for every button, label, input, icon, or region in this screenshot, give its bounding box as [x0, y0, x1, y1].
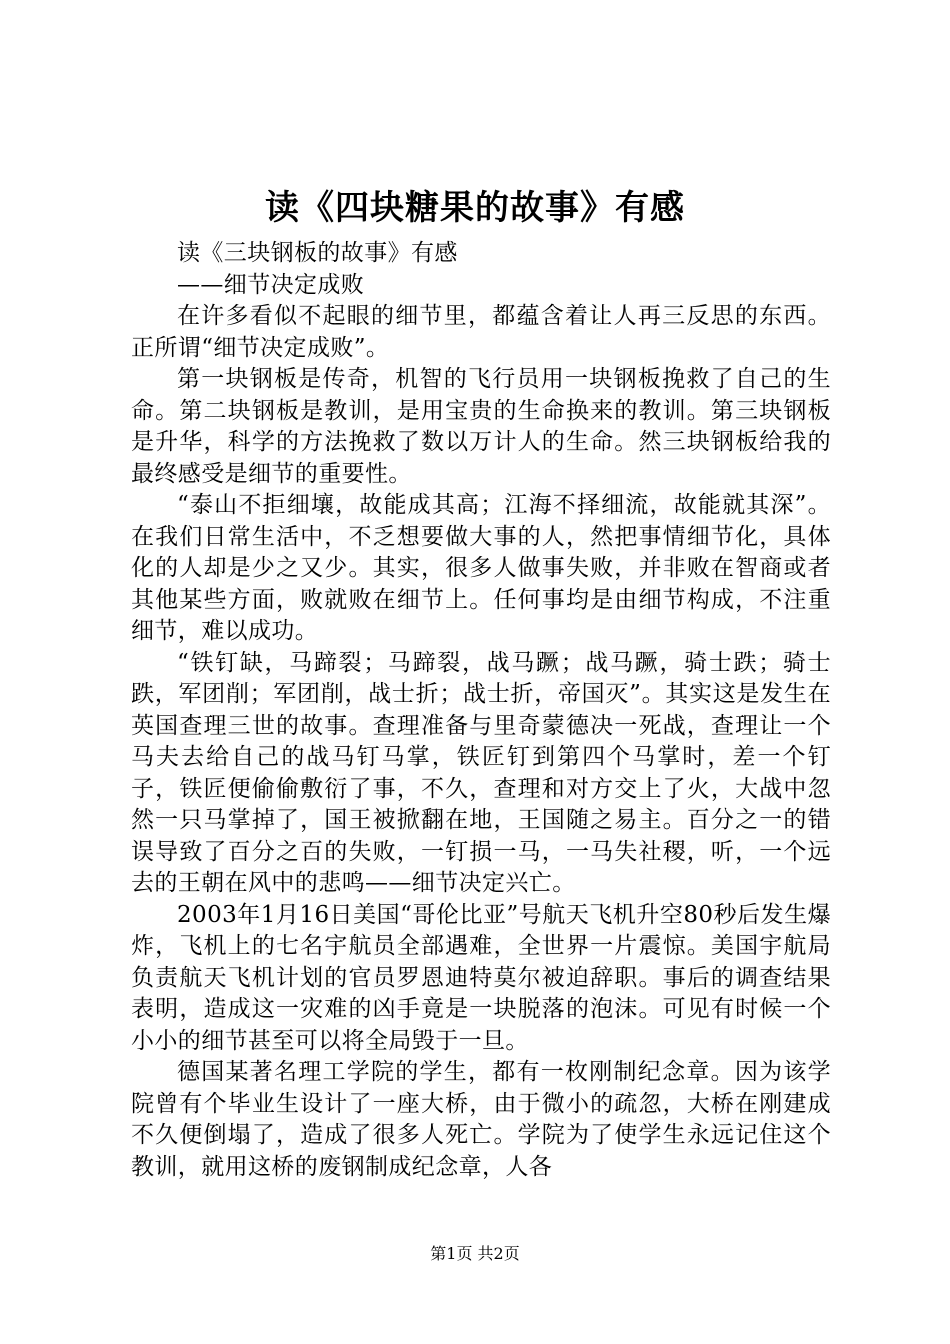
document-body: [131, 238, 831, 1183]
body-paragraph: 2003年1月16日美国“哥伦比亚”号航天飞机升空80秒后发生爆炸，飞机上的七名宇航员全部遇难，全世界一片震惊。美国宇航局负责航天飞机计划的官员罗恩迪特莫尔被迫辞职。事后的调查结果表明，造成这一灾难的凶手竟是一块脱落的泡沫。可见有时候一个小小的细节甚至可以将全局毁于一旦。: [131, 901, 831, 1054]
body-paragraph: 第一块钢板是传奇，机智的飞行员用一块钢板挽救了自己的生命。第二块钢板是教训，是用宝贵的生命换来的教训。第三块钢板是升华，科学的方法挽救了数以万计人的生命。然三块钢板给我的最终感受是细节的重要性。: [131, 366, 831, 487]
body-paragraph: 德国某著名理工学院的学生，都有一枚刚制纪念章。因为该学院曾有个毕业生设计了一座大桥，由于微小的疏忽，大桥在刚建成不久便倒塌了，造成了很多人死亡。学院为了使学生永远记住这个教训，就用这桥的废钢制成纪念章，人各: [131, 1059, 831, 1180]
body-paragraph: “泰山不拒细壤，故能成其高；江海不择细流，故能就其深”。在我们日常生活中，不乏想要做大事的人，然把事情细节化，具体化的人却是少之又少。其实，很多人做事失败，并非败在智商或者其他某些方面，败就败在细节上。任何事均是由细节构成，不注重细节，难以成功。: [131, 492, 831, 644]
document-title: 读《四块糖果的故事》有感: [265, 188, 685, 228]
subtitle-line: 读《三块钢板的故事》有感: [177, 240, 458, 266]
body-paragraph: “铁钉缺，马蹄裂；马蹄裂，战马蹶；战马蹶，骑士跌；骑士跌，军团削；军团削，战士折；战士折，帝国灭”。其实这是发生在英国查理三世的故事。查理准备与里奇蒙德决一死战，查理让一个马夫去给自己的战马钉马掌，铁匠钉到第四个马掌时，差一个钉子，铁匠便偷偷敷衍了事，不久，查理和对方交上了火，大战中忽然一只马掌掉了，国王被掀翻在地，王国随之易主。百分之一的错误导致了百分之百的失败，一钉损一马，一马失社稷，听，一个远去的王朝在风中的悲鸣——细节决定兴亡。: [131, 649, 831, 896]
subtitle-tagline: ——细节决定成败: [177, 271, 365, 298]
body-paragraph: 在许多看似不起眼的细节里，都蕴含着让人再三反思的东西。正所谓“细节决定成败”。: [131, 303, 831, 361]
page-footer: 第1页 共2页: [430, 1244, 520, 1263]
